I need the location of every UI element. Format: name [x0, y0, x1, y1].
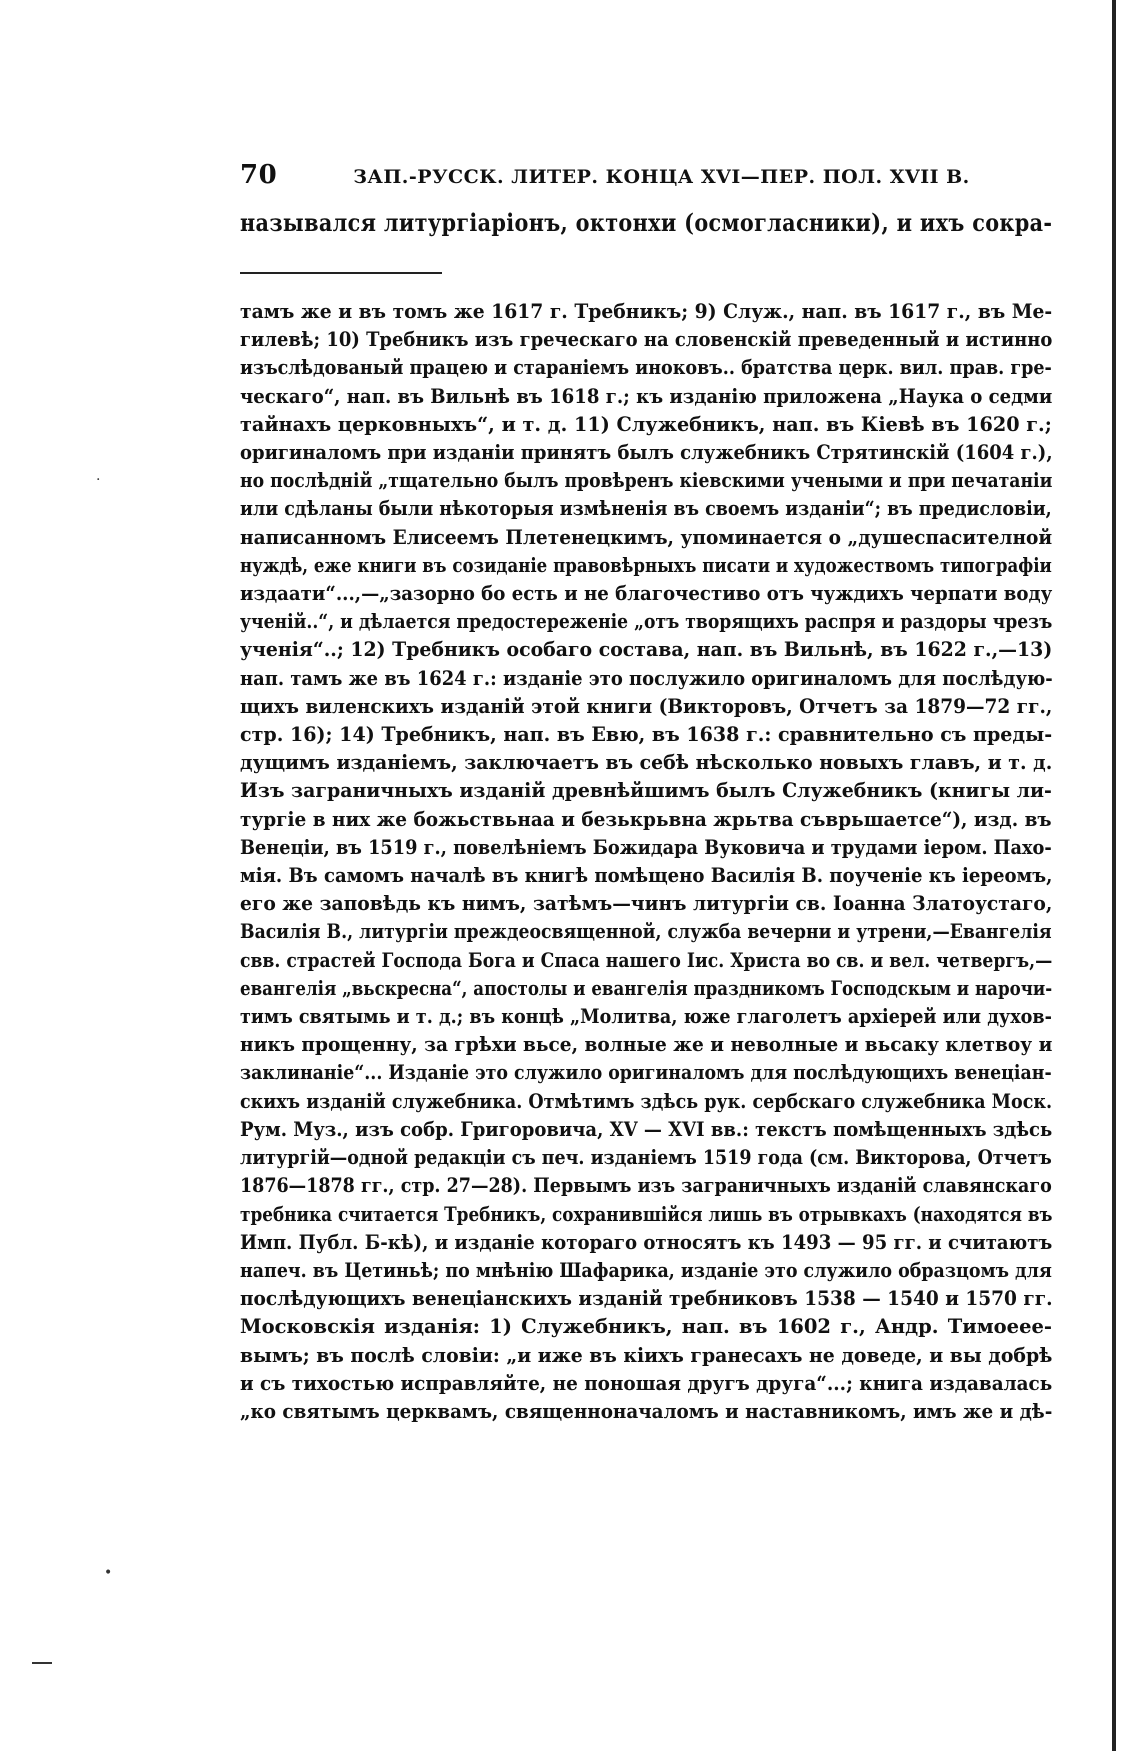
body-text-line: назывался литургіаріонъ, октонхи (осмогласники), и ихъ сокра- — [240, 208, 1053, 237]
footnote-line: скихъ изданій служебника. Отмѣтимъ здѣсь рук. сербскаго служебника Моск. — [240, 1089, 1053, 1113]
footnote-line: оригиналомъ при изданіи принятъ былъ служебникъ Стрятинскій (1604 г.), — [240, 441, 1053, 465]
footnote-line: стр. 16); 14) Требникъ, нап. въ Евю, въ 1638 г.: сравнительно съ преды- — [240, 723, 1053, 747]
footnote-line: его же заповѣдь къ нимъ, затѣмъ—чинъ литургіи св. Іоанна Златоустаго, — [240, 892, 1053, 916]
footnote-line: „ко святымъ церквамъ, священноначаломъ и наставникомъ, имъ же и дѣ- — [240, 1399, 1053, 1423]
footnote-line: ческаго“, нап. въ Вильнѣ въ 1618 г.; къ изданію приложена „Наука о седми — [240, 384, 1053, 408]
footnote-line: Рум. Муз., изъ собр. Григоровича, XV — XVI вв.: текстъ помѣщенныхъ здѣсь — [240, 1117, 1053, 1141]
margin-mark: • — [104, 1565, 113, 1581]
footnote-line: дущимъ изданіемъ, заключаетъ въ себѣ нѣсколько новыхъ главъ, и т. д. — [240, 751, 1053, 775]
footnote-line: изъслѣдованый працею и стараніемъ иноковъ.. братства церк. вил. прав. гре- — [240, 356, 1052, 380]
footnote-line: ученія“..; 12) Требникъ особаго состава, нап. въ Вильнѣ, въ 1622 г.,—13) — [240, 638, 1053, 662]
running-title: ЗАП.-РУССК. ЛИТЕР. КОНЦА XVI—ПЕР. ПОЛ. XVII В. — [353, 166, 970, 188]
footnote-line: Имп. Публ. Б-кѣ), и изданіе котораго относятъ къ 1493 — 95 гг. и считаютъ — [240, 1230, 1053, 1254]
footnote-line: тимъ святымь и т. д.; въ концѣ „Молитва, юже глаголетъ архіерей или духов- — [240, 1005, 1052, 1029]
footnote-line: заклинаніе“... Изданіе это служило оригиналомъ для послѣдующихъ венеціан- — [240, 1061, 1052, 1085]
footnote-line: послѣдующихъ венеціанскихъ изданій требниковъ 1538 — 1540 и 1570 гг. — [240, 1287, 1053, 1311]
footnote-line: литургій—одной редакціи съ печ. изданіемъ 1519 года (см. Викторова, Отчетъ — [240, 1146, 1052, 1170]
footnote-line: тайнахъ церковныхъ“, и т. д. 11) Служебникъ, нап. въ Кіевѣ въ 1620 г.; — [240, 412, 1052, 436]
footnote-line: щихъ виленскихъ изданій этой книги (Викторовъ, Отчетъ за 1879—72 гг., — [240, 694, 1053, 718]
margin-mark: . — [96, 468, 101, 484]
footnote-line: или сдѣланы были нѣкоторыя измѣненія въ своемъ изданіи“; въ предисловіи, — [240, 497, 1052, 521]
footnote-line: свв. страстей Господа Бога и Спаса нашего Іис. Христа во св. и вел. четвергъ,— — [240, 948, 1053, 972]
footnote-line: Венеціи, въ 1519 г., повелѣніемъ Божидара Вуковича и трудами іером. Пахо- — [240, 835, 1052, 859]
page-number: 70 — [240, 160, 278, 190]
footnote-separator — [240, 272, 442, 274]
footnote-line: требника считается Требникъ, сохранившійся лишь въ отрывкахъ (находятся въ — [240, 1202, 1053, 1226]
margin-dash — [32, 1662, 52, 1664]
footnote-line: но послѣдній „тщательно былъ провѣренъ кіевскими учеными и при печатаніи — [240, 469, 1053, 493]
footnote-line: гилевѣ; 10) Требникъ изъ греческаго на словенскій преведенный и истинно — [240, 328, 1053, 352]
page-header — [240, 160, 1000, 190]
footnote-line: никъ прощенну, за грѣхи вьсе, волные же и неволные и вьсаку клетвоу и — [240, 1033, 1053, 1057]
footnote-line: Московскія изданія: 1) Служебникъ, нап. въ 1602 г., Андр. Тимоеее- — [240, 1315, 1052, 1339]
footnote-line: нап. тамъ же въ 1624 г.: изданіе это послужило оригиналомъ для послѣдую- — [240, 666, 1053, 690]
page-edge-rule — [1112, 0, 1116, 1751]
footnote-line: и съ тихостью исправляйте, не поношая другъ друга“...; книга издавалась — [240, 1371, 1053, 1395]
footnote-line: ученій..“, и дѣлается предостереженіе „отъ творящихъ распря и раздоры чрезъ — [240, 610, 1053, 634]
footnote-line: вымъ; въ послѣ словіи: „и иже въ кіихъ гранесахъ не доведе, и вы добрѣ — [240, 1343, 1053, 1367]
footnote-line: издаати“...,—„зазорно бо есть и не благочестиво отъ чуждихъ черпати воду — [240, 582, 1053, 606]
footnote-line: тургіе в них же божьствьнаа и безькрьвна жрьтва съврьшаетсе“), изд. въ — [240, 807, 1052, 831]
footnote-line: мія. Въ самомъ началѣ въ книгѣ помѣщено Василія В. поученіе къ іереомъ, — [240, 864, 1053, 888]
footnote-line: Изъ заграничныхъ изданій древнѣйшимъ былъ Служебникъ (книгы ли- — [240, 779, 1052, 803]
footnote-line: тамъ же и въ томъ же 1617 г. Требникъ; 9) Служ., нап. въ 1617 г., въ Ме- — [240, 300, 1053, 323]
footnote-line: евангелія „вьскресна“, апостолы и евангелія праздникомъ Господскым и нарочи- — [240, 976, 1053, 1000]
footnote-block — [240, 298, 1052, 1426]
footnote-line: 1876—1878 гг., стр. 27—28). Первымъ изъ заграничныхъ изданій славянскаго — [240, 1174, 1052, 1198]
footnote-line: написанномъ Елисеемъ Плетенецкимъ, упоминается о „душеспасителной — [240, 525, 1053, 549]
footnote-line: напеч. въ Цетиньѣ; по мнѣнію Шафарика, изданіе это служило образцомъ для — [240, 1258, 1052, 1282]
footnote-line: Василія В., литургіи преждеосвященной, служба вечерни и утрени,—Евангелія — [240, 920, 1052, 944]
footnote-line: нуждѣ, еже книги въ созиданіе правовѣрныхъ писати и художествомъ типографіи — [240, 553, 1052, 577]
